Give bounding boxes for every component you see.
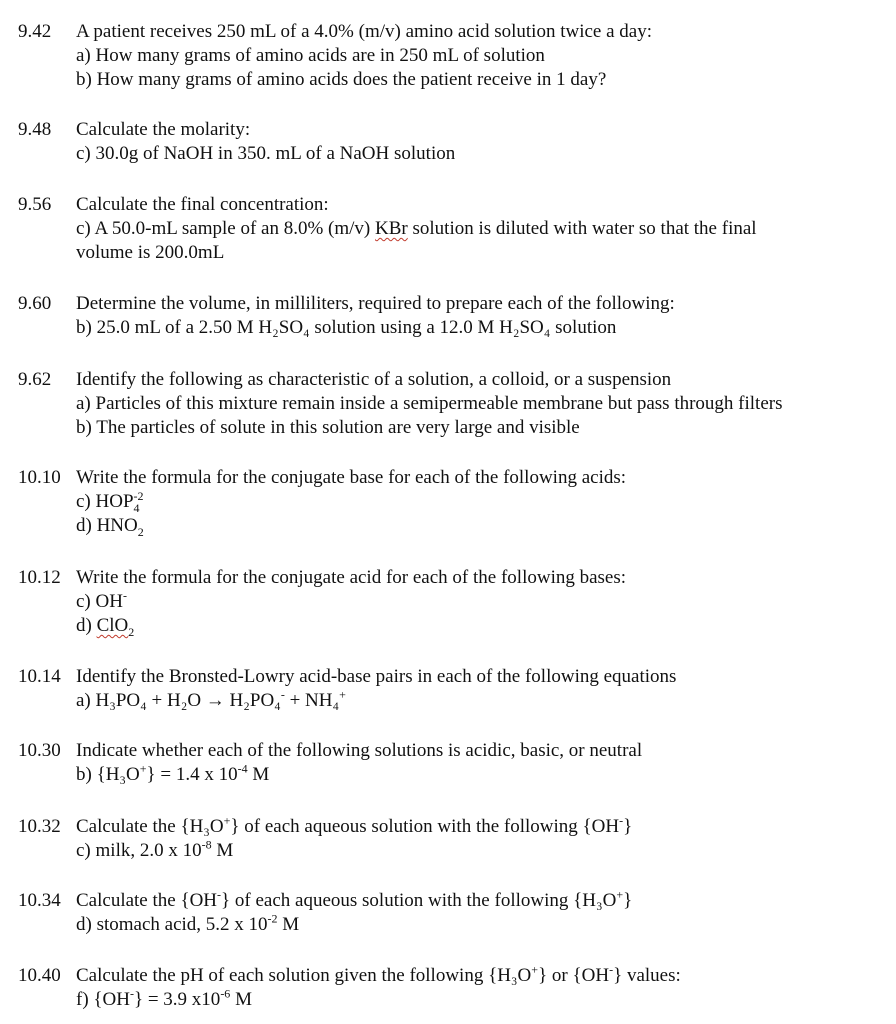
problem-part-c: c) 30.0g of NaOH in 350. mL of a NaOH solution [76, 143, 456, 164]
value-text: c) milk, 2.0 x 10 [76, 840, 202, 861]
problem-number: 10.14 [18, 666, 61, 687]
equation-superscript: + [339, 687, 346, 702]
problem-part-b: b) The particles of solute in this solution are very large and visible [76, 417, 580, 438]
value-superscript: - [129, 986, 134, 1001]
problem-prompt [76, 815, 632, 839]
prompt-text: } [623, 890, 633, 911]
value-exponent: -2 [267, 911, 278, 926]
problem-number: 10.12 [18, 567, 61, 588]
formula-subscript: 2 [137, 524, 144, 539]
prompt-superscript: - [217, 887, 222, 902]
problem-part-c-continued: volume is 200.0mL [76, 242, 225, 263]
value-superscript: + [139, 761, 147, 776]
problem-prompt [76, 964, 681, 988]
problem-prompt: Identify the Bronsted-Lowry acid-base pairs in each of the following equations [76, 666, 677, 687]
value-text: f) {OH [76, 989, 130, 1010]
problem-part-b: b) How many grams of amino acids does the patient receive in 1 day? [76, 69, 607, 90]
prompt-superscript: - [619, 813, 624, 828]
problem-prompt: Write the formula for the conjugate base for each of the following acids: [76, 467, 627, 488]
formula-superscript: -2 [133, 488, 144, 503]
formula-text: d) [76, 615, 97, 636]
problem-part-f [76, 988, 252, 1012]
problem-prompt [76, 889, 632, 913]
problem-number: 10.32 [18, 816, 61, 837]
value-exponent: -6 [220, 986, 231, 1001]
problem-number: 9.60 [18, 293, 52, 314]
problem-part-c [76, 590, 127, 614]
problem-part-d [76, 614, 134, 638]
problem-part-c [76, 490, 144, 514]
problem-number: 10.30 [18, 740, 61, 761]
kbr-spellcheck-word: KBr [375, 218, 408, 239]
value-exponent: -4 [237, 761, 248, 776]
problem-prompt: Calculate the molarity: [76, 119, 251, 140]
problem-part-d [76, 913, 299, 937]
value-unit: M [211, 840, 234, 861]
problem-part-d [76, 514, 144, 538]
problem-number: 9.62 [18, 369, 52, 390]
prompt-text: } values: [613, 965, 681, 986]
value-text: } = 3.9 x10 [133, 989, 221, 1010]
part-c-text-2: solution is diluted with water so that the final [407, 218, 757, 239]
prompt-superscript: - [609, 962, 614, 977]
value-exponent: -8 [201, 837, 212, 852]
value-unit: M [230, 989, 252, 1010]
problem-number: 10.40 [18, 965, 61, 986]
problem-part-b [76, 763, 269, 787]
value-text: b) {H₃O [76, 764, 140, 785]
formula-superscript: - [122, 588, 127, 603]
problem-prompt: Write the formula for the conjugate acid for each of the following bases: [76, 567, 627, 588]
clo2-spellcheck-word [96, 615, 135, 639]
problem-part-c [76, 217, 757, 241]
problem-prompt: Determine the volume, in milliliters, required to prepare each of the following: [76, 293, 675, 314]
prompt-text: Calculate the {OH [76, 890, 218, 911]
formula-text: d) HNO [76, 515, 138, 536]
problem-number: 9.48 [18, 119, 52, 140]
value-unit: M [277, 914, 300, 935]
prompt-superscript: + [223, 813, 231, 828]
problem-part-a [76, 689, 346, 713]
formula-subscript: 4 [133, 500, 140, 515]
part-c-text-1: c) A 50.0-mL sample of an 8.0% (m/v) [76, 218, 376, 239]
equation-superscript: - [280, 687, 285, 702]
value-text: d) stomach acid, 5.2 x 10 [76, 914, 268, 935]
prompt-superscript: + [531, 962, 539, 977]
problem-prompt: Calculate the final concentration: [76, 194, 329, 215]
prompt-text: } of each aqueous solution with the following {H₃O [221, 890, 617, 911]
formula-text: c) OH [76, 591, 123, 612]
problem-number: 10.34 [18, 890, 61, 911]
equation-text: + NH₄ [284, 690, 340, 711]
value-text: } = 1.4 x 10 [146, 764, 238, 785]
problem-prompt: Identify the following as characteristic of a solution, a colloid, or a suspension [76, 369, 672, 390]
prompt-text: Calculate the {H₃O [76, 816, 224, 837]
problem-part-c [76, 839, 233, 863]
problem-number: 9.42 [18, 21, 52, 42]
prompt-text: } or {OH [538, 965, 610, 986]
problem-prompt: Indicate whether each of the following solutions is acidic, basic, or neutral [76, 740, 643, 761]
formula-text: c) HOP [76, 491, 134, 512]
value-unit: M [247, 764, 270, 785]
problem-number: 9.56 [18, 194, 52, 215]
prompt-text: } [623, 816, 633, 837]
prompt-text: } of each aqueous solution with the following {OH [230, 816, 620, 837]
problem-number: 10.10 [18, 467, 61, 488]
equation-text: a) H₃PO₄ + H₂O → H₂PO₄ [76, 690, 281, 711]
problem-part-a: a) Particles of this mixture remain inside a semipermeable membrane but pass through filters [76, 393, 783, 414]
prompt-text: Calculate the pH of each solution given the following {H₃O [76, 965, 532, 986]
problem-prompt: A patient receives 250 mL of a 4.0% (m/v) amino acid solution twice a day: [76, 21, 652, 42]
formula-subscript: 2 [128, 624, 135, 639]
formula-text: ClO [96, 615, 129, 636]
prompt-superscript: + [616, 887, 624, 902]
problem-part-a: a) How many grams of amino acids are in 250 mL of solution [76, 45, 545, 66]
problem-part-b: b) 25.0 mL of a 2.50 M H₂SO₄ solution using a 12.0 M H₂SO₄ solution [76, 317, 617, 338]
